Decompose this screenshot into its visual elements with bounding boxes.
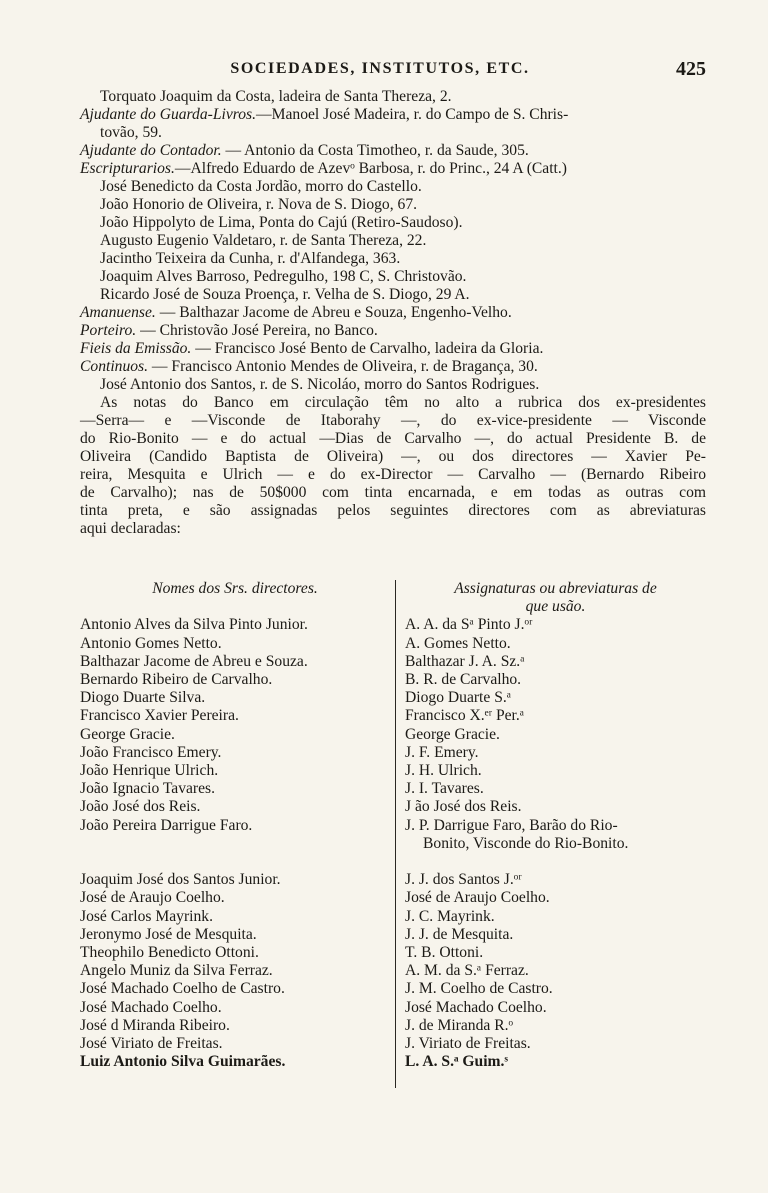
line-text: — Antonio da Costa Timotheo, r. da Saude, 305.	[221, 142, 529, 159]
director-name: George Gracie.	[80, 725, 175, 743]
director-abbreviation: J. de Miranda R.ᵒ	[405, 1016, 513, 1034]
directors-table	[80, 580, 706, 1100]
text-line	[80, 250, 706, 268]
director-abbreviation: J. J. dos Santos J.ᵒʳ	[405, 871, 522, 889]
text-line	[80, 358, 706, 376]
director-name: José Viriato de Freitas.	[80, 1035, 223, 1053]
director-abbreviation: George Gracie.	[405, 725, 500, 743]
page-number: 425	[676, 58, 706, 80]
line-text: As notas do Banco em circulação têm no alto a rubrica dos ex-presidentes	[100, 394, 706, 411]
names-column	[80, 580, 390, 1071]
director-abbreviation: B. R. de Carvalho.	[405, 671, 522, 689]
director-name: Antonio Gomes Netto.	[80, 634, 222, 652]
line-text: Ricardo José de Souza Proença, r. Velha de S. Diogo, 29 A.	[100, 286, 470, 303]
line-text: de Carvalho); nas de 50$000 com tinta encarnada, e em todas as outras com	[80, 484, 706, 501]
line-text: tinta preta, e são assignadas pelos seguintes directores com as abreviaturas	[80, 502, 706, 519]
director-name: Joaquim José dos Santos Junior.	[80, 871, 281, 889]
role-label: Ajudante do Contador.	[80, 142, 222, 159]
group-spacer	[80, 853, 390, 871]
director-abbreviation: José Machado Coelho.	[405, 998, 547, 1016]
text-line	[80, 232, 706, 250]
group-spacer	[405, 853, 706, 871]
director-abbreviation: Balthazar J. A. Sz.ᵃ	[405, 652, 525, 670]
director-name: João Henrique Ulrich.	[80, 762, 219, 780]
line-text: aqui declaradas:	[80, 520, 181, 537]
text-line	[80, 340, 706, 358]
director-name: José Machado Coelho.	[80, 998, 222, 1016]
role-label: Ajudante do Guarda-Livros.	[80, 106, 257, 123]
header-spacer	[80, 598, 390, 616]
text-line	[80, 196, 706, 214]
text-line	[80, 484, 706, 502]
text-line	[80, 160, 706, 178]
director-abbreviation: J. H. Ulrich.	[405, 762, 482, 780]
director-name: Balthazar Jacome de Abreu e Souza.	[80, 652, 308, 670]
text-line	[80, 304, 706, 322]
director-name: João José dos Reis.	[80, 798, 201, 816]
text-line	[80, 376, 706, 394]
line-text: José Antonio dos Santos, r. de S. Nicoláo, morro do Santos Rodrigues.	[100, 376, 540, 393]
director-name: Diogo Duarte Silva.	[80, 689, 206, 707]
role-label: Amanuense.	[80, 304, 156, 321]
director-abbreviation: A. A. da Sᵃ Pinto J.ᵒʳ	[405, 616, 533, 634]
director-name: João Francisco Emery.	[80, 743, 222, 761]
line-text: — Francisco José Bento de Carvalho, ladeira da Gloria.	[191, 340, 544, 357]
line-text: —Manoel José Madeira, r. do Campo de S. Chris-	[256, 106, 569, 123]
director-abbreviation: J. M. Coelho de Castro.	[405, 980, 553, 998]
line-text: Joaquim Alves Barroso, Pedregulho, 198 C, S. Christovão.	[100, 268, 467, 285]
line-text: —Serra— e —Visconde de Itaborahy —, do ex-vice-presidente — Visconde	[80, 412, 706, 429]
line-text: Jacintho Teixeira da Cunha, r. d'Alfandega, 363.	[100, 250, 401, 267]
page-header	[80, 58, 706, 82]
line-text: tovão, 59.	[100, 124, 162, 141]
director-abbreviation: J. P. Darrigue Faro, Barão do Rio-	[405, 816, 618, 834]
text-line	[80, 412, 706, 430]
director-abbreviation: J ão José dos Reis.	[405, 798, 522, 816]
role-label: Escripturarios.	[80, 160, 175, 177]
line-text: — Francisco Antonio Mendes de Oliveira, r. de Bragança, 30.	[148, 358, 538, 375]
director-abbreviation: José de Araujo Coelho.	[405, 889, 550, 907]
line-text: Augusto Eugenio Valdetaro, r. de Santa Thereza, 22.	[100, 232, 427, 249]
director-name: Jeronymo José de Mesquita.	[80, 925, 257, 943]
body-text	[80, 88, 706, 538]
text-line	[80, 502, 706, 520]
text-line	[80, 268, 706, 286]
line-text: João Honorio de Oliveira, r. Nova de S. Diogo, 67.	[100, 196, 418, 213]
director-abbreviation: T. B. Ottoni.	[405, 944, 484, 962]
director-name: Francisco Xavier Pereira.	[80, 707, 239, 725]
line-text: — Balthazar Jacome de Abreu e Souza, Engenho-Velho.	[155, 304, 512, 321]
line-text: — Christovão José Pereira, no Banco.	[136, 322, 378, 339]
text-line	[80, 322, 706, 340]
director-name: Theophilo Benedicto Ottoni.	[80, 944, 259, 962]
text-line	[80, 394, 706, 412]
line-text: João Hippolyto de Lima, Ponta do Cajú (Retiro-Saudoso).	[100, 214, 463, 231]
director-name: Angelo Muniz da Silva Ferraz.	[80, 962, 273, 980]
director-abbreviation: L. A. S.ᵃ Guim.ˢ	[405, 1053, 508, 1071]
text-line	[80, 178, 706, 196]
signatures-column-header-cont: que usão.	[525, 598, 586, 616]
line-text: reira, Mesquita e Ulrich — e do ex-Director — Carvalho — (Bernardo Ribeiro	[80, 466, 706, 483]
director-name: José de Araujo Coelho.	[80, 889, 225, 907]
role-label: Porteiro.	[80, 322, 137, 339]
director-abbreviation: Diogo Duarte S.ᵃ	[405, 689, 512, 707]
director-abbreviation: J. I. Tavares.	[405, 780, 484, 798]
director-abbreviation: A. Gomes Netto.	[405, 634, 511, 652]
text-line	[80, 448, 706, 466]
director-name: Luiz Antonio Silva Guimarães.	[80, 1053, 286, 1071]
director-name: Antonio Alves da Silva Pinto Junior.	[80, 616, 308, 634]
director-name: João Pereira Darrigue Faro.	[80, 816, 253, 834]
signatures-column	[405, 580, 706, 1071]
text-line	[80, 466, 706, 484]
director-abbreviation: J. C. Mayrink.	[405, 907, 495, 925]
signatures-column-header: Assignaturas ou abreviaturas de	[454, 580, 657, 597]
director-name: José d Miranda Ribeiro.	[80, 1016, 230, 1034]
line-text: do Rio-Bonito — e do actual —Dias de Carvalho —, do actual Presidente B. de	[80, 430, 706, 447]
role-label: Fieis da Emissão.	[80, 340, 192, 357]
director-name: José Machado Coelho de Castro.	[80, 980, 285, 998]
text-line	[80, 88, 706, 106]
text-line	[80, 430, 706, 448]
text-line	[80, 286, 706, 304]
director-abbreviation: J. F. Emery.	[405, 743, 479, 761]
director-name: João Ignacio Tavares.	[80, 780, 216, 798]
director-abbreviation: J. J. de Mesquita.	[405, 925, 514, 943]
group-spacer	[80, 835, 390, 853]
director-abbreviation: J. Viriato de Freitas.	[405, 1035, 531, 1053]
line-text: Oliveira (Candido Baptista de Oliveira) —, ou dos directores — Xavier Pe-	[80, 448, 706, 465]
line-text: —Alfredo Eduardo de Azevᵒ Barbosa, r. do Princ., 24 A (Catt.)	[174, 160, 567, 177]
director-name: Bernardo Ribeiro de Carvalho.	[80, 671, 273, 688]
running-title: SOCIEDADES, INSTITUTOS, ETC.	[230, 60, 530, 77]
text-line	[80, 106, 706, 124]
column-divider	[395, 580, 396, 1088]
names-column-header: Nomes dos Srs. directores.	[152, 580, 318, 597]
director-abbreviation: Francisco X.ᵉʳ Per.ᵃ	[405, 707, 525, 725]
role-label: Continuos.	[80, 358, 149, 375]
line-text: José Benedicto da Costa Jordão, morro do Castello.	[100, 178, 422, 195]
director-abbreviation-cont: Bonito, Visconde do Rio-Bonito.	[423, 834, 629, 852]
director-abbreviation: A. M. da S.ᵃ Ferraz.	[405, 962, 529, 980]
text-line	[80, 142, 706, 160]
director-name: José Carlos Mayrink.	[80, 907, 213, 925]
line-text: Torquato Joaquim da Costa, ladeira de Santa Thereza, 2.	[100, 88, 452, 105]
text-line	[80, 214, 706, 232]
text-line	[80, 520, 706, 538]
text-line	[80, 124, 706, 142]
